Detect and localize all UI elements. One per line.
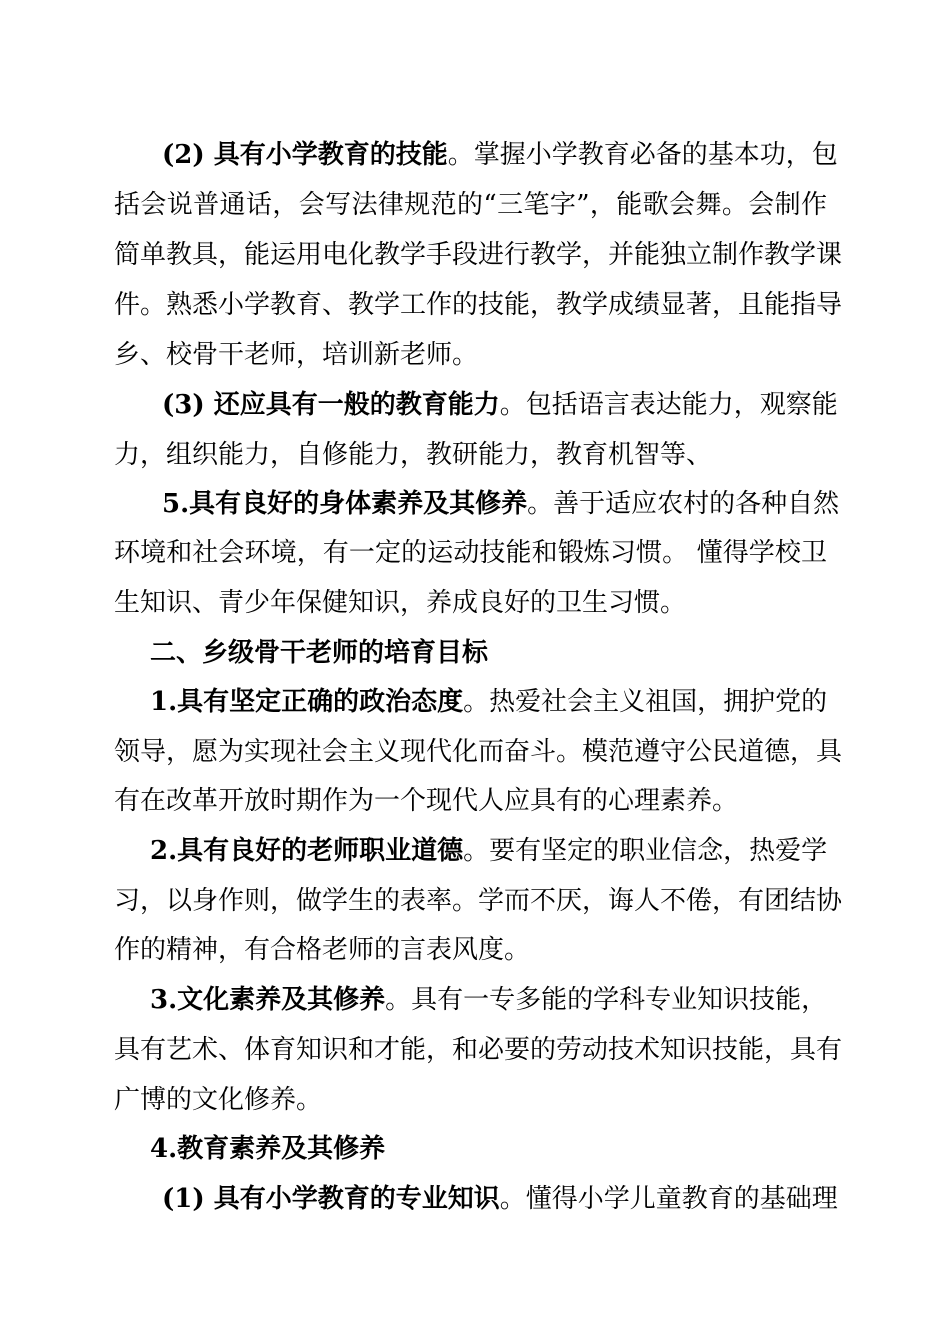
- body-text: 环境和社会环境，有一定的运动技能和锻炼习惯。 懂得学校卫: [114, 538, 827, 568]
- paragraph-line: [114, 538, 827, 568]
- paragraph-line: [162, 140, 838, 170]
- paragraph-line: [162, 1184, 838, 1214]
- paragraph-line: [114, 886, 843, 916]
- paragraph-line: [114, 935, 827, 965]
- paragraph-line: [114, 240, 843, 270]
- bold-heading-text: 5.具有良好的身体素养及其修养: [162, 489, 528, 519]
- bold-heading-text: 二、乡级骨干老师的培育目标: [150, 638, 489, 668]
- body-text: 括会说普通话，会写法律规范的“三笔字”，能歌会舞。会制作: [114, 190, 827, 220]
- bold-heading-text: (2) 具有小学教育的技能: [162, 140, 448, 170]
- paragraph-line: [150, 836, 827, 866]
- paragraph-line: [162, 390, 838, 420]
- bold-heading-text: (3) 还应具有一般的教育能力: [162, 390, 500, 420]
- paragraph-line: [150, 1134, 827, 1164]
- paragraph-line: [114, 786, 827, 816]
- paragraph-line: [150, 985, 827, 1015]
- body-text: 。包括语言表达能力，观察能: [499, 390, 838, 420]
- paragraph-line: [114, 737, 843, 767]
- bold-heading-text: 3.文化素养及其修养: [150, 985, 386, 1015]
- body-text: 具有艺术、体育知识和才能，和必要的劳动技术知识技能，具有: [114, 1035, 843, 1065]
- body-text: 有在改革开放时期作为一个现代人应具有的心理素养。: [114, 786, 739, 816]
- body-text: 。善于适应农村的各种自然: [527, 489, 840, 519]
- bold-heading-text: 2.具有良好的老师职业道德: [150, 836, 464, 866]
- body-text: 件。熟悉小学教育、教学工作的技能，教学成绩显著，且能指导: [114, 290, 843, 320]
- paragraph-line: [114, 190, 827, 220]
- paragraph-line: [150, 687, 827, 717]
- body-text: 简单教具，能运用电化教学手段进行教学，并能独立制作教学课: [114, 240, 843, 270]
- paragraph-line: [114, 340, 827, 370]
- body-text: 。具有一专多能的学科专业知识技能，: [385, 985, 828, 1015]
- body-text: 生知识、青少年保健知识，养成良好的卫生习惯。: [114, 588, 687, 618]
- body-text: 作的精神，有合格老师的言表风度。: [114, 935, 531, 965]
- bold-heading-text: 1.具有坚定正确的政治态度: [150, 687, 464, 717]
- paragraph-line: [162, 489, 840, 519]
- body-text: 习，以身作则，做学生的表率。学而不厌，诲人不倦，有团结协: [114, 886, 843, 916]
- body-text: 领导，愿为实现社会主义现代化而奋斗。模范遵守公民道德，具: [114, 737, 843, 767]
- paragraph-line: [150, 638, 827, 668]
- paragraph-line: [114, 1035, 843, 1065]
- body-text: 力，组织能力，自修能力，教研能力，教育机智等、: [114, 440, 713, 470]
- bold-heading-text: (1) 具有小学教育的专业知识: [162, 1184, 500, 1214]
- body-text: 。热爱社会主义祖国，拥护党的: [463, 687, 828, 717]
- body-text: 广博的文化修养。: [114, 1085, 323, 1115]
- body-text: 乡、校骨干老师，培训新老师。: [114, 340, 479, 370]
- paragraph-line: [114, 1085, 827, 1115]
- bold-heading-text: 4.教育素养及其修养: [150, 1134, 386, 1164]
- paragraph-line: [114, 440, 827, 470]
- paragraph-line: [114, 588, 827, 618]
- body-text: 。要有坚定的职业信念，热爱学: [463, 836, 828, 866]
- paragraph-line: [114, 290, 843, 320]
- body-text: 。懂得小学儿童教育的基础理: [499, 1184, 838, 1214]
- body-text: 。掌握小学教育必备的基本功，包: [447, 140, 838, 170]
